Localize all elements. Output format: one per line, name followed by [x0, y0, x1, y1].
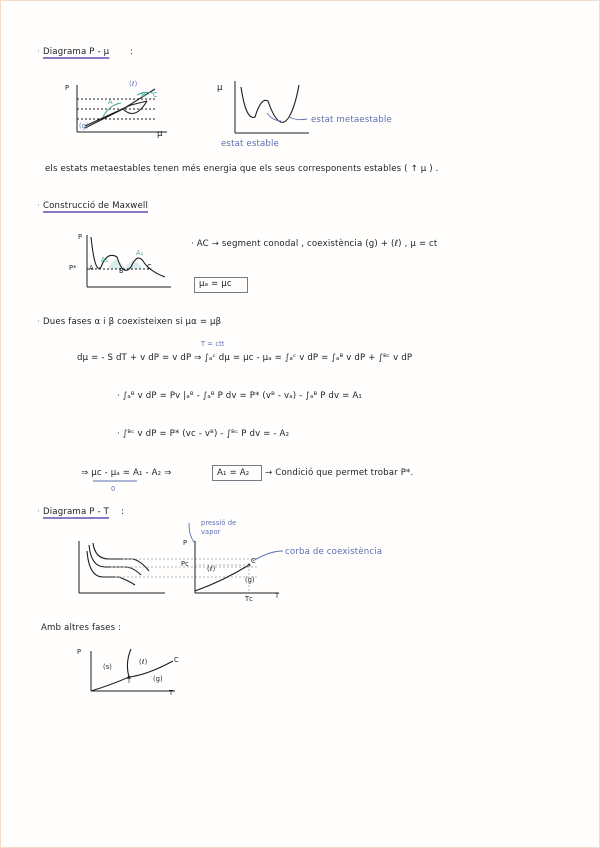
fig1-liquid-label: (ℓ) [129, 80, 138, 88]
pt-pc-label: Pᴄ [181, 560, 189, 568]
tp-solid-region: (s) [103, 663, 113, 671]
bullet: · [37, 201, 41, 211]
metastable-state-label: estat metaestable [311, 115, 392, 125]
maxwell-a-label: A [89, 264, 94, 272]
pt-gas-region: (g) [245, 576, 255, 584]
heading-maxwell: Construcció de Maxwell [43, 201, 148, 211]
fig2-mu-label: μ [217, 83, 223, 93]
coexistence-curve-annotation: corba de coexistència [285, 547, 383, 557]
equal-areas-condition: A₁ = A₂ [217, 468, 250, 478]
constant-temperature-note: T = ctt [201, 340, 225, 348]
pt-tc-label: Tᴄ [245, 595, 253, 603]
colon: : [121, 507, 125, 517]
mu-equality: μₐ = μᴄ [199, 279, 232, 289]
p-t-phase-diagram [189, 537, 299, 607]
tp-t-axis-label: T [169, 689, 174, 697]
fig1-b-label: B [141, 91, 146, 99]
underline-mark [93, 479, 153, 485]
heading-p-mu: Diagrama P - μ [43, 47, 110, 57]
bullet: · [37, 47, 41, 57]
metastable-note: els estats metaestables tenen més energia que els seus corresponents estables ( ↑ μ ) . [45, 164, 439, 174]
phase-coexistence-intro: Dues fases α i β coexisteixen si μα = μβ [43, 317, 222, 327]
tp-p-label: P [77, 648, 82, 656]
tp-critical-point-label: C [174, 656, 179, 664]
conclusion-note: → Condició que permet trobar P*. [265, 468, 414, 478]
pt-liquid-region: (ℓ) [207, 565, 216, 573]
pt-critical-point-label: C [251, 557, 256, 565]
conclusion-equation: ⇒ μᴄ - μₐ = A₁ - A₂ ⇒ [81, 468, 172, 478]
maxwell-area1-label: A₁ [101, 256, 109, 264]
maxwell-b-label: B [119, 267, 124, 275]
pv-isotherms-diagram [75, 537, 175, 607]
maxwell-p-label: P [78, 233, 83, 241]
maxwell-area2-label: A₂ [136, 249, 144, 257]
p-mu-diagram [63, 79, 183, 149]
fig1-c-label: C [153, 91, 158, 99]
pt-t-axis-label: T [275, 592, 280, 600]
zero-annotation: 0 [111, 485, 116, 493]
stable-state-label: estat estable [221, 139, 279, 149]
fig1-p-label: P [65, 84, 70, 92]
bullet: · [37, 317, 41, 327]
equation-1: dμ = - S dT + v dP = v dP ⇒ ∫ₐᶜ dμ = μᴄ - μₐ = ∫ₐᶜ v dP = ∫ₐᴮ v dP + ∫ᴮᶜ v dP [77, 353, 413, 363]
maxwell-pstar-label: P* [69, 264, 77, 272]
fig1-gas-label: (g) [79, 122, 89, 130]
heading-other-phases: Amb altres fases : [41, 623, 122, 633]
conodal-segment-note: · AC → segment conodal , coexistència (g) + (ℓ) , μ = ct [191, 239, 438, 249]
equation-3: · ∫ᴮᶜ v dP = P* (vᴄ - vᴮ) - ∫ᴮᶜ P dv = - A₂ [117, 429, 290, 439]
colon: : [130, 47, 134, 57]
mu-potential-diagram [229, 77, 339, 147]
bullet: · [37, 507, 41, 517]
equation-2: · ∫ₐᴮ v dP = Pv |ₐᴮ - ∫ₐᴮ P dv = P* (vᴮ - vₐ) - ∫ₐᴮ P dv = A₁ [117, 391, 362, 401]
heading-p-t: Diagrama P - T [43, 507, 109, 517]
maxwell-c-label: C [147, 263, 152, 271]
fig1-a-label: A [108, 98, 113, 106]
pt-p-label: P [183, 539, 188, 547]
tp-liquid-region: (ℓ) [139, 658, 148, 666]
tp-gas-region: (g) [153, 675, 163, 683]
tp-triple-point-label: T [127, 677, 132, 685]
vapor-pressure-annotation: pressió de vapor [201, 519, 237, 536]
fig1-mu-axis-label: μ [157, 129, 163, 139]
